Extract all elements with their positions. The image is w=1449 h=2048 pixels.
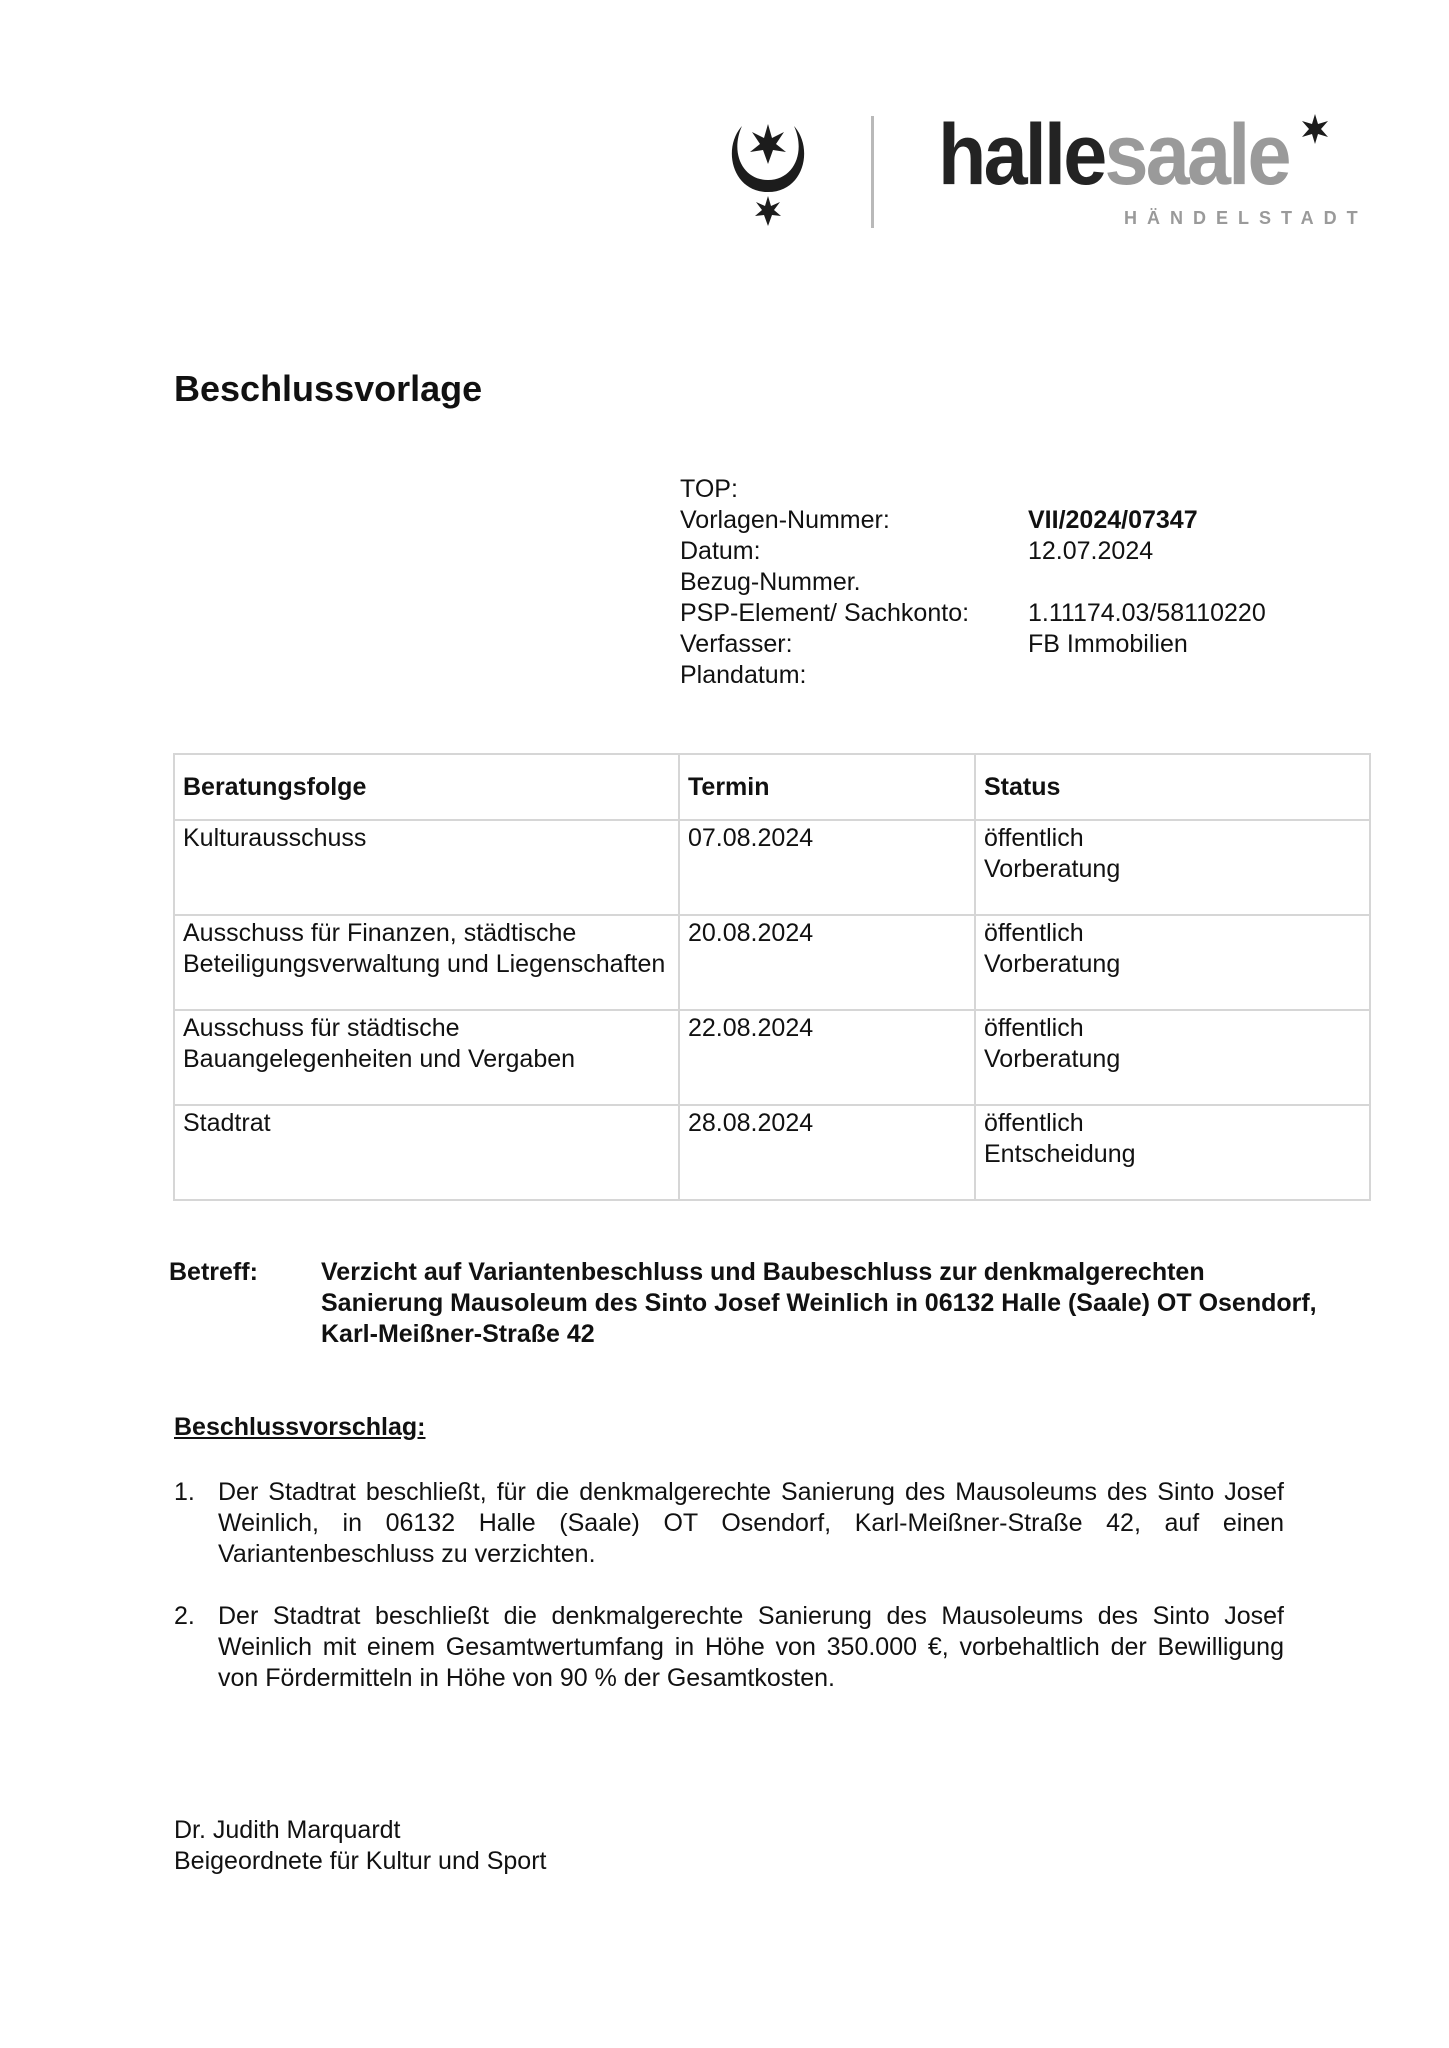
meta-label: Datum:	[680, 537, 761, 565]
signature-block	[174, 1815, 546, 1877]
status-type: Vorberatung	[984, 1045, 1121, 1073]
star-icon	[1300, 114, 1330, 144]
logo-word-saale: saale	[1104, 107, 1289, 203]
logo-wordmark	[938, 107, 1289, 203]
meta-row-datum	[680, 536, 1266, 567]
beschlussvorschlag-list	[174, 1477, 1284, 1725]
logo-subtitle: HÄNDELSTADT	[1124, 208, 1368, 228]
signature-role: Beigeordnete für Kultur und Sport	[174, 1847, 547, 1875]
logo-divider	[871, 116, 874, 228]
cell-termin: 22.08.2024	[679, 1010, 975, 1105]
betreff-section	[169, 1257, 1321, 1350]
table-row	[174, 915, 1370, 1010]
meta-row-top	[680, 474, 1266, 505]
meta-row-plandatum	[680, 660, 1266, 691]
status-type: Vorberatung	[984, 950, 1121, 978]
table-row	[174, 820, 1370, 915]
meta-value: FB Immobilien	[1028, 630, 1188, 658]
cell-status	[975, 820, 1370, 915]
list-item-text: Der Stadtrat beschließt die denkmalgerechte Sanierung des Mausoleums des Sinto Josef Weinlich mit einem Gesamtwertumfang in Höhe von 350.000 €, vorbehaltlich der Bewilligung von Fördermitteln in Höhe von 90 % der Gesamtkosten.	[218, 1602, 1284, 1692]
cell-termin: 20.08.2024	[679, 915, 975, 1010]
cell-termin: 07.08.2024	[679, 820, 975, 915]
meta-value: 1.11174.03/58110220	[1028, 599, 1266, 627]
crescent-stars-emblem-icon	[728, 118, 808, 228]
document-title: Beschlussvorlage	[174, 368, 483, 409]
status-visibility: öffentlich	[984, 919, 1084, 947]
betreff-label: Betreff:	[169, 1258, 258, 1286]
column-header-beratungsfolge: Beratungsfolge	[174, 754, 679, 820]
list-item-number: 1.	[174, 1478, 195, 1506]
meta-label: TOP:	[680, 475, 738, 503]
meta-label: Verfasser:	[680, 630, 793, 658]
cell-status	[975, 1010, 1370, 1105]
status-type: Vorberatung	[984, 855, 1121, 883]
status-visibility: öffentlich	[984, 1109, 1084, 1137]
list-item-text: Der Stadtrat beschließt, für die denkmalgerechte Sanierung des Mausoleums des Sinto Josef Weinlich, in 06132 Halle (Saale) OT Osendorf, Karl-Meißner-Straße 42, auf einen Variantenbeschluss zu verzichten.	[218, 1478, 1284, 1568]
betreff-text: Verzicht auf Variantenbeschluss und Baubeschluss zur denkmalgerechten Sanierung Mausoleum des Sinto Josef Weinlich in 06132 Halle (Saale) OT Osendorf, Karl-Meißner-Straße 42	[321, 1258, 1317, 1348]
meta-row-verfasser	[680, 629, 1266, 660]
column-header-status: Status	[975, 754, 1370, 820]
list-item	[174, 1601, 1284, 1694]
meta-row-bezug-nummer	[680, 567, 1266, 598]
meta-label: Plandatum:	[680, 661, 807, 689]
status-visibility: öffentlich	[984, 1014, 1084, 1042]
list-item	[174, 1477, 1284, 1570]
meta-value: VII/2024/07347	[1028, 506, 1198, 534]
beschlussvorschlag-heading: Beschlussvorschlag:	[174, 1413, 426, 1441]
cell-status	[975, 1105, 1370, 1200]
table-row	[174, 1105, 1370, 1200]
cell-status	[975, 915, 1370, 1010]
meta-label: PSP-Element/ Sachkonto:	[680, 599, 970, 627]
meta-label: Vorlagen-Nummer:	[680, 506, 890, 534]
list-item-number: 2.	[174, 1602, 195, 1630]
table-header-row	[174, 754, 1370, 820]
column-header-termin: Termin	[679, 754, 975, 820]
table-row	[174, 1010, 1370, 1105]
meta-row-vorlagen-nummer	[680, 505, 1266, 536]
meta-row-psp-element	[680, 598, 1266, 629]
cell-gremium: Kulturausschuss	[174, 820, 679, 915]
cell-gremium: Stadtrat	[174, 1105, 679, 1200]
beratungsfolge-table	[173, 753, 1371, 1201]
cell-gremium: Ausschuss für Finanzen, städtische Beteiligungsverwaltung und Liegenschaften	[174, 915, 679, 1010]
cell-termin: 28.08.2024	[679, 1105, 975, 1200]
meta-block	[680, 474, 1266, 691]
status-type: Entscheidung	[984, 1140, 1136, 1168]
status-visibility: öffentlich	[984, 824, 1084, 852]
meta-label: Bezug-Nummer.	[680, 568, 861, 596]
signature-name: Dr. Judith Marquardt	[174, 1816, 401, 1844]
logo-word-halle: halle	[938, 107, 1105, 203]
meta-value: 12.07.2024	[1028, 537, 1154, 565]
cell-gremium: Ausschuss für städtische Bauangelegenheiten und Vergaben	[174, 1010, 679, 1105]
